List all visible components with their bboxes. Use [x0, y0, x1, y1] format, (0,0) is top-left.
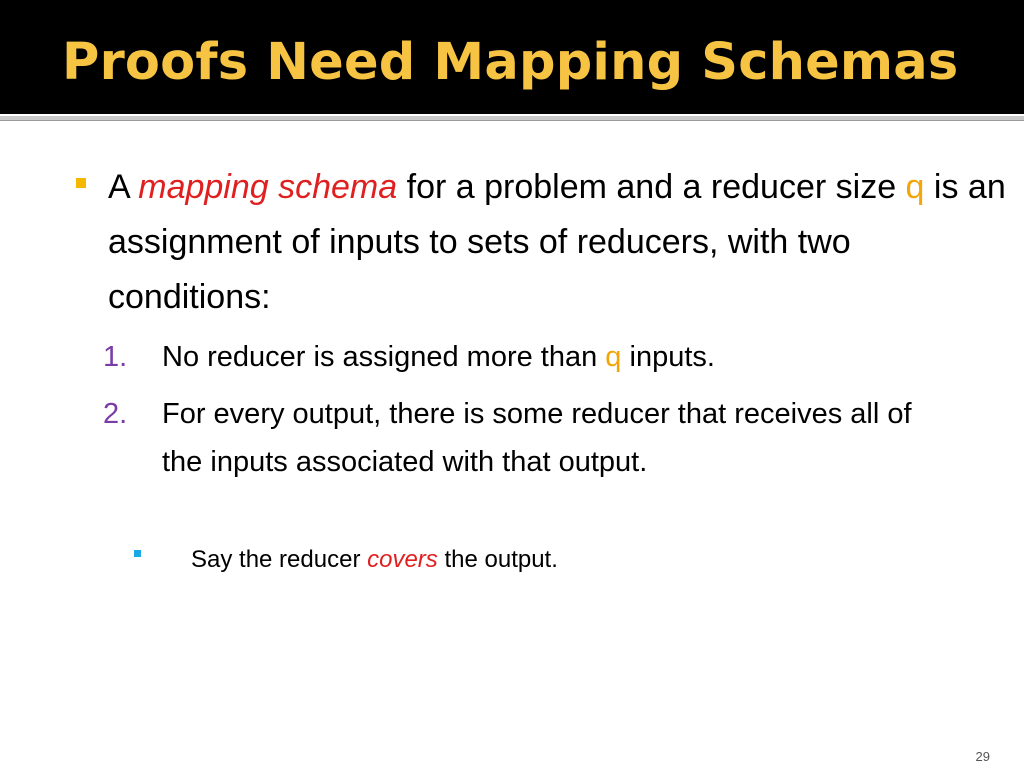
slide-title: Proofs Need Mapping Schemas	[62, 33, 959, 92]
square-bullet-shape	[134, 550, 141, 557]
square-bullet-icon	[76, 178, 86, 188]
condition-1-variable-q: q	[605, 341, 622, 373]
condition-number-1: 1.	[103, 341, 128, 373]
condition-text-2: For every output, there is some reducer that receives all of the inputs associated with that output.	[162, 398, 912, 478]
sub-bullet-text	[191, 542, 558, 578]
main-bullet-text	[108, 160, 1008, 325]
variable-q: q	[905, 168, 925, 206]
condition-1-before: No reducer is assigned more than	[162, 341, 606, 373]
main-mid2: is an assignment of inputs to sets of reducers, with two conditions:	[108, 168, 1006, 316]
condition-number-2: 2.	[103, 398, 128, 430]
square-bullet-shape	[76, 178, 86, 188]
main-mid1: for a problem and a reducer size	[397, 168, 906, 206]
sub-prefix: Say the reducer	[191, 546, 368, 573]
square-bullet-icon	[134, 550, 141, 557]
condition-1-after: inputs.	[621, 341, 715, 373]
main-prefix: A	[108, 168, 139, 206]
condition-text-1	[162, 333, 922, 381]
term-covers: covers	[367, 546, 438, 573]
sub-suffix: the output.	[437, 546, 558, 573]
slide-number: 29	[975, 749, 990, 764]
term-mapping-schema: mapping schema	[138, 168, 398, 206]
